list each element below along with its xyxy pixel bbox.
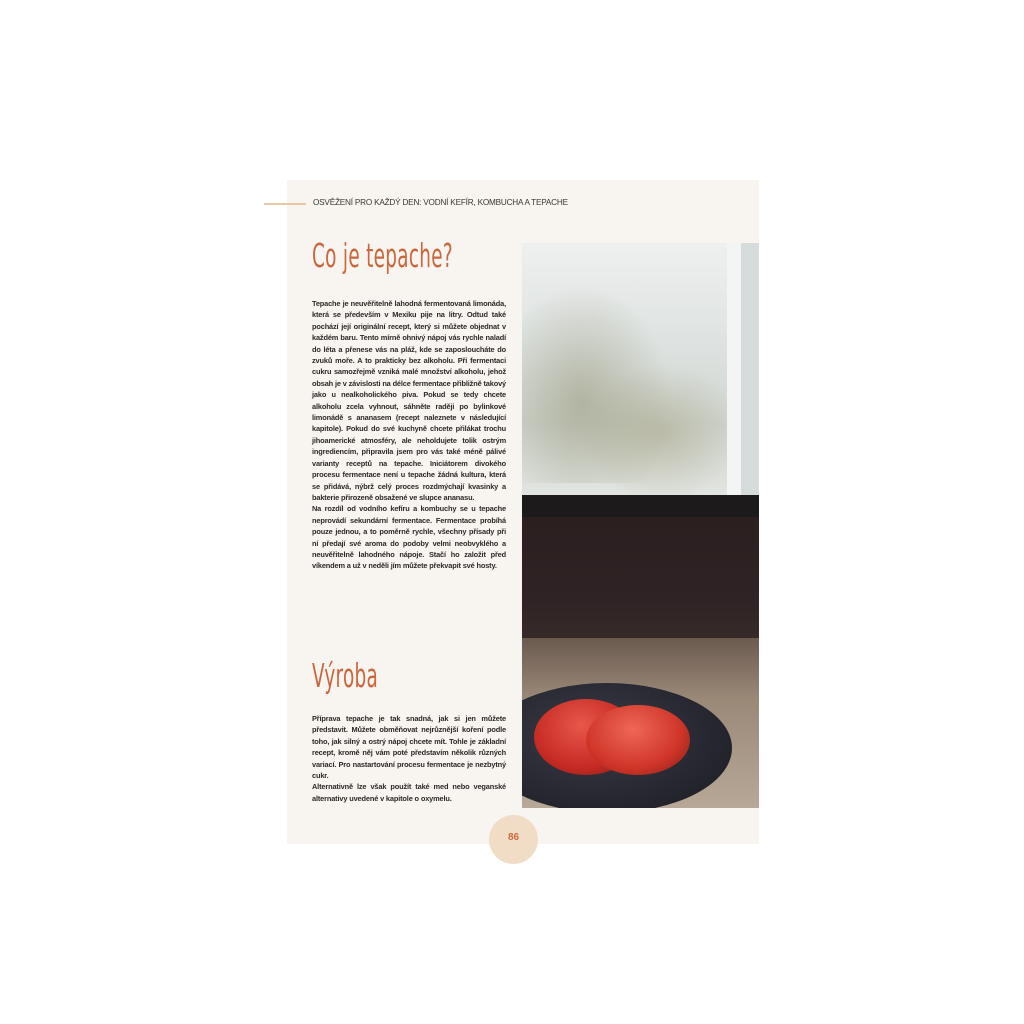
section-body-tepache — [312, 298, 506, 572]
blurred-tree — [582, 363, 742, 503]
page-number: 86 — [507, 832, 520, 843]
paragraph: Příprava tepache je tak snadná, jak si jen můžete představit. Můžete obměňovat nejrůznější koření podle toho, jak silný a ostrý nápoj chcete mít. Tohle je základní recept, kromě něj vám poté představím několik různých variací. Pro nastartování procesu fermentace je nezbytný cukr. — [312, 714, 506, 781]
red-fruit — [586, 705, 690, 775]
paragraph: Tepache je neuvěřitelně lahodná fermentovaná limonáda, která se především v Mexiku pije na litry. Odtud také pochází její originální recept, který si můžete objednat v každém baru. Tento mírně ohnivý nápoj vás rychle naladí do léta a přenese vás na pláž, kde se zaposloucháte do zvuků moře. A to prakticky bez alkoholu. Při fermentaci cukru samozřejmě vzniká malé množství alkoholu, jehož obsah je v závislosti na délce fermentace přibližně takový jako u nealkoholického piva. Pokud se tedy chcete alkoholu zcela vyhnout, sáhněte raději po bylinkové limonádě s ananasem (recept naleznete v následující kapitole). Pokud do své kuchyně chcete přilákat trochu jihoamerické atmosféry, ale neholdujete tolik ostrým ingrediencím, připravila jsem pro vás také méně pálivé varianty receptů na tepache. Iniciátorem divokého procesu fermentace není u tepache žádná kultura, která se přidává, nýbrž celý proces rozdmýchají kvasinky a bakterie přirozeně obsažené ve slupce ananasu. — [312, 299, 506, 502]
header-rule — [264, 203, 306, 205]
window-frame — [741, 243, 759, 498]
paragraph: Alternativně lze však použít také med nebo veganské alternativy uvedené v kapitole o oxymelu. — [312, 782, 506, 803]
section-body-vyroba — [312, 713, 506, 804]
window-sill — [522, 495, 759, 517]
section-heading-tepache: Co je tepache? — [312, 236, 453, 275]
running-header: OSVĚŽENÍ PRO KAŽDÝ DEN: VODNÍ KEFÍR, KOMBUCHA A TEPACHE — [313, 198, 568, 207]
section-heading-vyroba: Výroba — [312, 656, 379, 695]
paragraph: Na rozdíl od vodního kefíru a kombuchy se u tepache neprovádí sekundární fermentace. Fermentace probíhá pouze jednou, a to poměrně rychle, všechny přísady při ní předají své aroma do podoby velmi neobvyklého a neuvěřitelně lahodného nápoje. Stačí ho založit před víkendem a už v neděli jím můžete překvapit své hosty. — [312, 504, 506, 571]
window-fruit-photo — [522, 243, 759, 808]
dark-wall — [522, 517, 759, 657]
